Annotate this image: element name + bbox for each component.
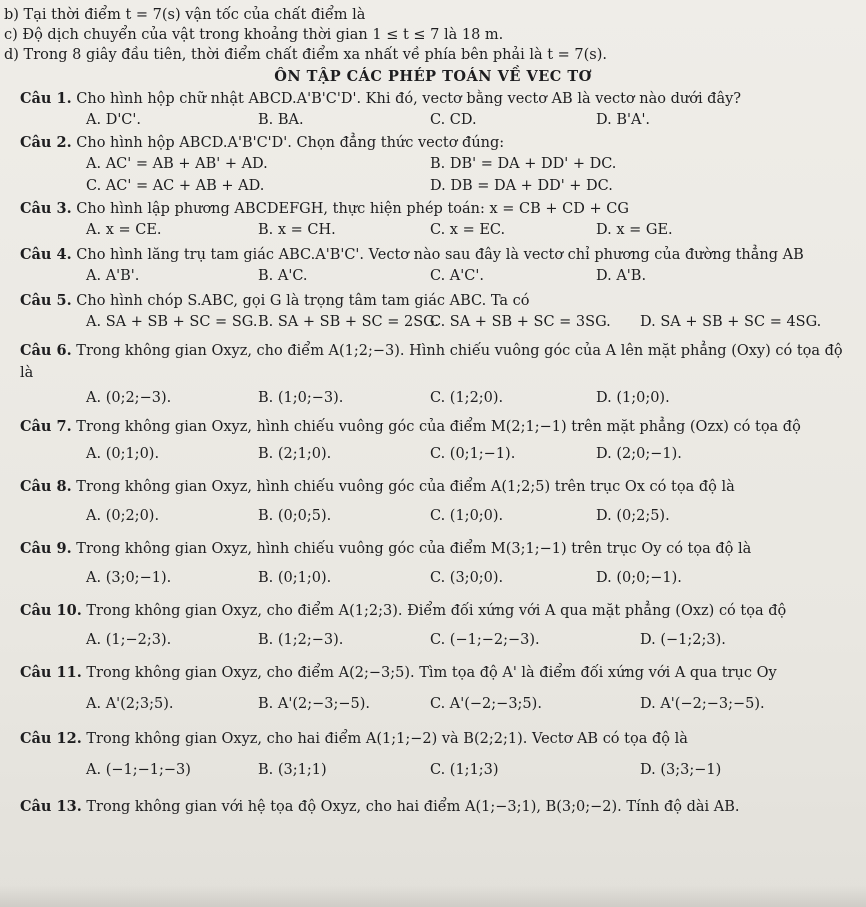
q2-option-c: C. AC' = AC + AB + AD.: [86, 178, 265, 194]
q8-option-d: D. (0;2;5).: [596, 508, 670, 524]
question-13: [20, 798, 740, 815]
q6-option-d: D. (1;0;0).: [596, 390, 670, 406]
question-10-text: Trong không gian Oxyz, cho điểm A(1;2;3). Điểm đối xứng với A qua mặt phẳng (Oxz) có tọa độ: [86, 603, 787, 619]
question-6: [20, 340, 860, 384]
q12-option-a: A. (−1;−1;−3): [86, 762, 191, 778]
q11-option-c: C. A'(−2;−3;5).: [430, 696, 542, 712]
q11-option-a: A. A'(2;3;5).: [86, 696, 174, 712]
question-12-head: Câu 12.: [20, 730, 82, 747]
question-6-head: Câu 6.: [20, 342, 72, 359]
question-9: [20, 540, 751, 557]
q8-option-b: B. (0;0;5).: [258, 508, 332, 524]
question-2-head: Câu 2.: [20, 134, 72, 151]
q1-option-c: C. CD.: [430, 112, 477, 128]
q3-option-b: B. x = CH.: [258, 222, 336, 238]
question-7-text: Trong không gian Oxyz, hình chiếu vuông góc của điểm M(2;1;−1) trên mặt phẳng (Ozx) có tọa độ: [76, 419, 801, 435]
question-4-text: Cho hình lăng trụ tam giác ABC.A'B'C'. Vectơ nào sau đây là vectơ chỉ phương của đường thẳng AB: [76, 247, 804, 263]
q5-option-a: A. SA + SB + SC = SG.: [86, 314, 258, 330]
q10-option-a: A. (1;−2;3).: [86, 632, 172, 648]
q12-option-b: B. (3;1;1): [258, 762, 327, 778]
q8-option-a: A. (0;2;0).: [86, 508, 160, 524]
question-11-text: Trong không gian Oxyz, cho điểm A(2;−3;5). Tìm tọa độ A' là điểm đối xứng với A qua trục Oy: [86, 665, 777, 681]
question-9-text: Trong không gian Oxyz, hình chiếu vuông góc của điểm M(3;1;−1) trên trục Oy có tọa độ là: [76, 541, 752, 557]
question-13-head: Câu 13.: [20, 798, 82, 815]
q1-option-a: A. D'C'.: [86, 112, 141, 128]
question-6-text: Trong không gian Oxyz, cho điểm A(1;2;−3). Hình chiếu vuông góc của A lên mặt phẳng (Oxy) có tọa độ là: [20, 343, 843, 381]
question-4: [20, 246, 804, 263]
q7-option-a: A. (0;1;0).: [86, 446, 160, 462]
q10-option-c: C. (−1;−2;−3).: [430, 632, 540, 648]
q9-option-b: B. (0;1;0).: [258, 570, 332, 586]
q7-option-c: C. (0;1;−1).: [430, 446, 516, 462]
question-7: [20, 418, 801, 435]
q3-option-c: C. x = EC.: [430, 222, 506, 238]
page-bottom-shadow: [0, 885, 866, 907]
intro-line-b: b) Tại thời điểm t = 7(s) vận tốc của chất điểm là: [4, 7, 366, 23]
q5-option-b: B. SA + SB + SC = 2SG.: [258, 314, 439, 330]
question-11-head: Câu 11.: [20, 664, 82, 681]
q2-option-d: D. DB = DA + DD' + DC.: [430, 178, 613, 194]
q10-option-b: B. (1;2;−3).: [258, 632, 344, 648]
q6-option-c: C. (1;2;0).: [430, 390, 504, 406]
q3-option-d: D. x = GE.: [596, 222, 673, 238]
q11-option-d: D. A'(−2;−3;−5).: [640, 696, 765, 712]
question-7-head: Câu 7.: [20, 418, 72, 435]
q12-option-d: D. (3;3;−1): [640, 762, 722, 778]
question-10: [20, 602, 786, 619]
question-13-text: Trong không gian với hệ tọa độ Oxyz, cho hai điểm A(1;−3;1), B(3;0;−2). Tính độ dài AB.: [86, 799, 740, 815]
question-2-text: Cho hình hộp ABCD.A'B'C'D'. Chọn đẳng thức vectơ đúng:: [76, 135, 505, 151]
q10-option-d: D. (−1;2;3).: [640, 632, 726, 648]
question-9-head: Câu 9.: [20, 540, 72, 557]
q7-option-b: B. (2;1;0).: [258, 446, 332, 462]
question-12: [20, 730, 688, 747]
question-5-head: Câu 5.: [20, 292, 72, 309]
q5-option-c: C. SA + SB + SC = 3SG.: [430, 314, 611, 330]
question-5-text: Cho hình chóp S.ABC, gọi G là trọng tâm tam giác ABC. Ta có: [76, 293, 530, 309]
q9-option-c: C. (3;0;0).: [430, 570, 504, 586]
q2-option-a: A. AC' = AB + AB' + AD.: [86, 156, 268, 172]
q11-option-b: B. A'(2;−3;−5).: [258, 696, 370, 712]
q1-option-d: D. B'A'.: [596, 112, 651, 128]
question-8-text: Trong không gian Oxyz, hình chiếu vuông góc của điểm A(1;2;5) trên trục Ox có tọa độ là: [76, 479, 735, 495]
question-3: [20, 200, 629, 217]
question-8-head: Câu 8.: [20, 478, 72, 495]
question-1-text: Cho hình hộp chữ nhật ABCD.A'B'C'D'. Khi đó, vectơ bằng vectơ AB là vectơ nào dưới đây?: [76, 91, 742, 107]
section-title: ÔN TẬP CÁC PHÉP TOÁN VỀ VEC TƠ: [274, 68, 592, 85]
q4-option-b: B. A'C.: [258, 268, 308, 284]
intro-line-d: d) Trong 8 giây đầu tiên, thời điểm chất điểm xa nhất về phía bên phải là t = 7(s).: [4, 47, 608, 63]
question-1: [20, 90, 741, 107]
q3-option-a: A. x = CE.: [86, 222, 162, 238]
q5-option-d: D. SA + SB + SC = 4SG.: [640, 314, 822, 330]
question-11: [20, 664, 777, 681]
q12-option-c: C. (1;1;3): [430, 762, 499, 778]
q4-option-d: D. A'B.: [596, 268, 647, 284]
q4-option-c: C. A'C'.: [430, 268, 484, 284]
question-10-head: Câu 10.: [20, 602, 82, 619]
question-3-text: Cho hình lập phương ABCDEFGH, thực hiện phép toán: x = CB + CD + CG: [76, 201, 629, 217]
q4-option-a: A. A'B'.: [86, 268, 140, 284]
q9-option-d: D. (0;0;−1).: [596, 570, 682, 586]
question-4-head: Câu 4.: [20, 246, 72, 263]
question-5: [20, 292, 529, 309]
q7-option-d: D. (2;0;−1).: [596, 446, 682, 462]
question-1-head: Câu 1.: [20, 90, 72, 107]
q1-option-b: B. BA.: [258, 112, 304, 128]
question-3-head: Câu 3.: [20, 200, 72, 217]
q8-option-c: C. (1;0;0).: [430, 508, 504, 524]
q9-option-a: A. (3;0;−1).: [86, 570, 172, 586]
question-2: [20, 134, 504, 151]
q2-option-b: B. DB' = DA + DD' + DC.: [430, 156, 617, 172]
question-8: [20, 478, 735, 495]
q6-option-a: A. (0;2;−3).: [86, 390, 172, 406]
q6-option-b: B. (1;0;−3).: [258, 390, 344, 406]
intro-line-c: c) Độ dịch chuyển của vật trong khoảng thời gian 1 ≤ t ≤ 7 là 18 m.: [4, 27, 504, 43]
question-12-text: Trong không gian Oxyz, cho hai điểm A(1;1;−2) và B(2;2;1). Vectơ AB có tọa độ là: [86, 731, 688, 747]
